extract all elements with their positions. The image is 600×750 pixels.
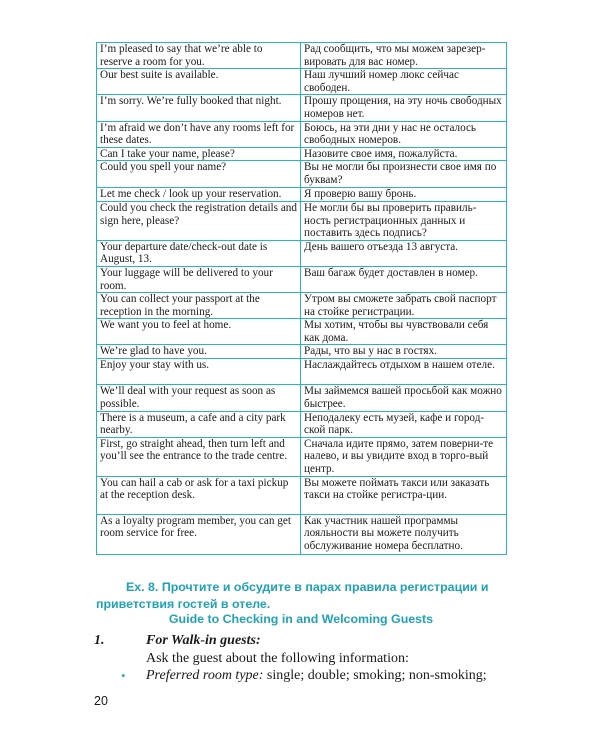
table-row [97, 147, 507, 161]
phrase-en-cell: We want you to feel at home. [97, 319, 301, 345]
phrase-en-cell: Could you check the registration details and sign here, please? [97, 201, 301, 240]
phrase-ru-cell: Сначала идите прямо, затем поверни-те налево, и вы увидите вход в торго-вый центр. [301, 437, 507, 476]
phrase-en-cell: I’m pleased to say that we’re able to reserve a room for you. [97, 43, 301, 69]
phrase-en-cell: As a loyalty program member, you can get room service for free. [97, 514, 301, 554]
table-row [97, 161, 507, 188]
table-row [97, 345, 507, 359]
table-row [97, 201, 507, 240]
table-row [97, 266, 507, 292]
section-title: For Walk-in guests: [146, 633, 261, 648]
table-row [97, 437, 507, 476]
phrase-ru-cell: Рад сообщить, что мы можем зарезер-вировать для вас номер. [301, 43, 507, 69]
phrase-table [96, 42, 507, 555]
guide-title: Guide to Checking in and Welcoming Guests [168, 612, 434, 626]
table-row [97, 385, 507, 411]
table-row [97, 69, 507, 95]
phrase-ru-cell: Как участник нашей программы лояльности вы можете получить обслуживание номера бесплатно. [301, 514, 507, 554]
table-row [97, 95, 507, 121]
bullet-item [146, 668, 487, 684]
phrase-table-body [97, 43, 507, 555]
phrase-ru-cell: Боюсь, на эти дни у нас не осталось свободных номеров. [301, 121, 507, 147]
phrase-en-cell: You can hail a cab or ask for a taxi pickup at the reception desk. [97, 476, 301, 514]
section-instruction: Ask the guest about the following information: [146, 651, 409, 666]
table-row [97, 411, 507, 437]
table-row [97, 319, 507, 345]
section-number: 1. [94, 633, 105, 648]
phrase-ru-cell: Вы можете поймать такси или заказать такси на стойке регистра-ции. [301, 476, 507, 514]
phrase-ru-cell: Утром вы сможете забрать свой паспорт на стойке регистрации. [301, 293, 507, 319]
table-row [97, 43, 507, 69]
phrase-en-cell: Let me check / look up your reservation. [97, 188, 301, 202]
phrase-ru-cell: Назовите свое имя, пожалуйста. [301, 147, 507, 161]
phrase-en-cell: Our best suite is available. [97, 69, 301, 95]
phrase-ru-cell: Наш лучший номер люкс сейчас свободен. [301, 69, 507, 95]
phrase-en-cell: First, go straight ahead, then turn left and you’ll see the entrance to the trade centre. [97, 437, 301, 476]
phrase-ru-cell: Наслаждайтесь отдыхом в нашем отеле. [301, 359, 507, 385]
phrase-en-cell: Your luggage will be delivered to your room. [97, 266, 301, 292]
phrase-en-cell: There is a museum, a cafe and a city park nearby. [97, 411, 301, 437]
bullet-text: single; double; smoking; non-smoking; [263, 668, 487, 683]
table-row [97, 514, 507, 554]
phrase-en-cell: We’re glad to have you. [97, 345, 301, 359]
phrase-ru-cell: Мы займемся вашей просьбой как можно быстрее. [301, 385, 507, 411]
phrase-en-cell: Could you spell your name? [97, 161, 301, 188]
table-row [97, 240, 507, 266]
phrase-en-cell: Can I take your name, please? [97, 147, 301, 161]
phrase-en-cell: Your departure date/check-out date is August, 13. [97, 240, 301, 266]
phrase-en-cell: I’m sorry. We’re fully booked that night. [97, 95, 301, 121]
phrase-ru-cell: Не могли бы вы проверить правиль-ность регистрационных данных и поставить здесь подпись? [301, 201, 507, 240]
phrase-en-cell: You can collect your passport at the reception in the morning. [97, 293, 301, 319]
phrase-ru-cell: Ваш багаж будет доставлен в номер. [301, 266, 507, 292]
table-row [97, 293, 507, 319]
bullet-label: Preferred room type: [146, 668, 264, 683]
phrase-ru-cell: Прошу прощения, на эту ночь свободных номеров нет. [301, 95, 507, 121]
page-number: 20 [94, 694, 108, 708]
table-row [97, 359, 507, 385]
phrase-ru-cell: Неподалеку есть музей, кафе и город-ской парк. [301, 411, 507, 437]
table-row [97, 188, 507, 202]
phrase-ru-cell: Вы не могли бы произнести свое имя по буквам? [301, 161, 507, 188]
phrase-ru-cell: Мы хотим, чтобы вы чувствовали себя как дома. [301, 319, 507, 345]
bullet-icon: • [121, 668, 126, 683]
table-row [97, 476, 507, 514]
phrase-en-cell: We’ll deal with your request as soon as possible. [97, 385, 301, 411]
phrase-ru-cell: Рады, что вы у нас в гостях. [301, 345, 507, 359]
phrase-en-cell: I’m afraid we don’t have any rooms left for these dates. [97, 121, 301, 147]
table-row [97, 121, 507, 147]
exercise-title: Ex. 8. Прочтите и обсудите в парах правила регистрации и приветствия гостей в отеле. [96, 580, 489, 611]
phrase-en-cell: Enjoy your stay with us. [97, 359, 301, 385]
phrase-ru-cell: Я проверю вашу бронь. [301, 188, 507, 202]
phrase-ru-cell: День вашего отъезда 13 августа. [301, 240, 507, 266]
